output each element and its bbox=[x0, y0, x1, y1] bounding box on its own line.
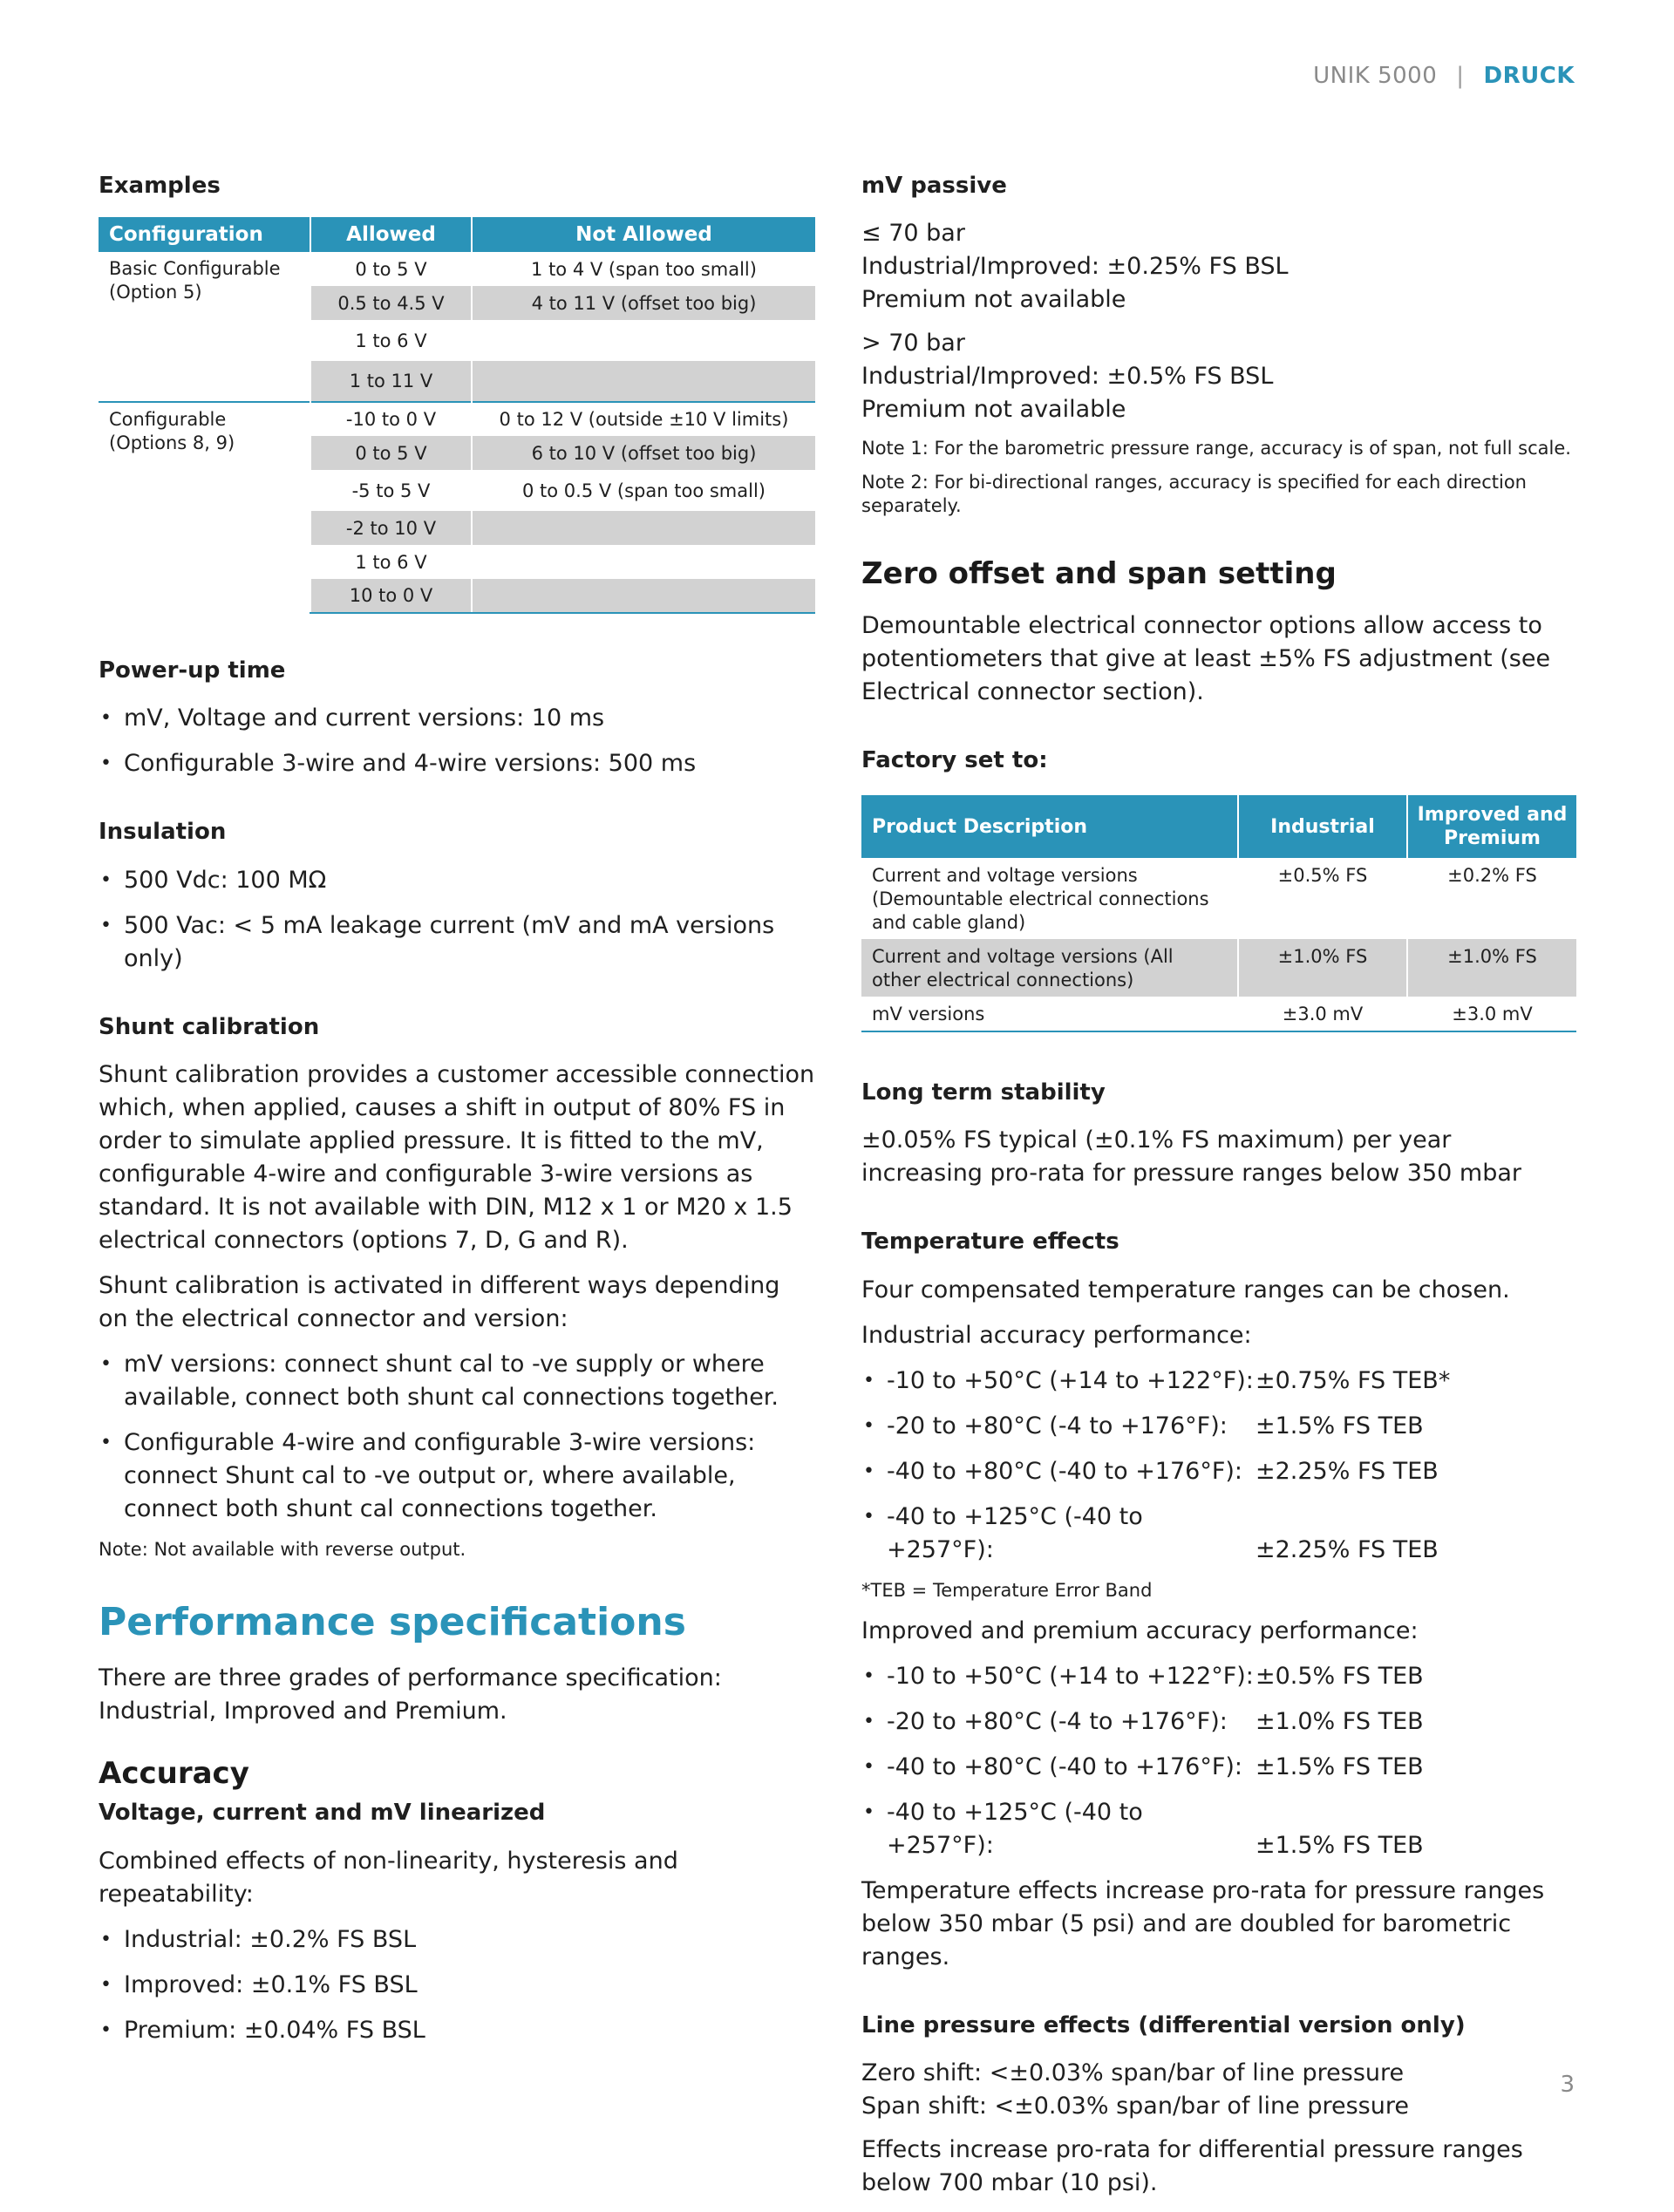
mv-passive-block bbox=[861, 217, 1576, 316]
list-item: • -10 to +50°C (+14 to +122°F):±0.5% FS TEB bbox=[861, 1660, 1576, 1693]
shunt-note: Note: Not available with reverse output. bbox=[99, 1538, 466, 1560]
list-item: • 500 Vac: < 5 mA leakage current (mV and mA versions only) bbox=[99, 909, 815, 976]
product-name: UNIK 5000 bbox=[1313, 63, 1438, 89]
shunt-title: Shunt calibration bbox=[99, 1013, 320, 1040]
list-item: • Configurable 4-wire and configurable 3-wire versions: connect Shunt cal to -ve output or, where available, connect both shunt cal connections together. bbox=[99, 1426, 815, 1526]
allowed-cell: 0.5 to 4.5 V bbox=[310, 286, 472, 320]
list-item: • -10 to +50°C (+14 to +122°F):±0.75% FS TEB* bbox=[861, 1365, 1576, 1398]
header-separator: | bbox=[1456, 63, 1465, 89]
not-allowed-cell: 0 to 12 V (outside ±10 V limits) bbox=[472, 402, 815, 436]
list-item: • mV, Voltage and current versions: 10 ms bbox=[99, 702, 815, 735]
text-line: Span shift: <±0.03% span/bar of line pressure bbox=[861, 2092, 1409, 2120]
page-number: 3 bbox=[1560, 2072, 1575, 2098]
table-row bbox=[99, 402, 815, 436]
table-header-row bbox=[99, 217, 815, 252]
line-pressure-text: Effects increase pro-rata for differential pressure ranges below 700 mbar (10 psi). bbox=[861, 2135, 1523, 2196]
list-item: • Improved: ±0.1% FS BSL bbox=[99, 1969, 815, 2002]
not-allowed-cell: 4 to 11 V (offset too big) bbox=[472, 286, 815, 320]
not-allowed-cell bbox=[472, 545, 815, 579]
temperature-footer: Temperature effects increase pro-rata for pressure ranges below 350 mbar (5 psi) and are doubled for barometric ranges. bbox=[861, 1876, 1545, 1970]
note: Note 2: For bi-directional ranges, accuracy is specified for each direction separately. bbox=[861, 472, 1527, 517]
powerup-list bbox=[99, 702, 815, 780]
config-cell: Basic Configurable (Option 5) bbox=[109, 258, 281, 303]
not-allowed-cell: 1 to 4 V (span too small) bbox=[472, 252, 815, 286]
not-allowed-cell bbox=[472, 511, 815, 545]
list-item: • -20 to +80°C (-4 to +176°F): ±1.5% FS TEB bbox=[861, 1410, 1576, 1443]
industrial-cell: ±0.5% FS bbox=[1238, 858, 1407, 939]
performance-title: Performance specifications bbox=[99, 1599, 686, 1644]
industrial-label: Industrial accuracy performance: bbox=[861, 1321, 1252, 1349]
shunt-list bbox=[99, 1348, 815, 1526]
column-header: Configuration bbox=[99, 217, 310, 252]
allowed-cell: -10 to 0 V bbox=[310, 402, 472, 436]
list-item: • -40 to +80°C (-40 to +176°F): ±2.25% FS TEB bbox=[861, 1455, 1576, 1488]
allowed-cell: 1 to 6 V bbox=[310, 320, 472, 361]
note: Note 1: For the barometric pressure range, accuracy is of span, not full scale. bbox=[861, 438, 1571, 459]
list-item: • Industrial: ±0.2% FS BSL bbox=[99, 1923, 815, 1957]
column-header: Improved and Premium bbox=[1407, 795, 1576, 858]
insulation-title: Insulation bbox=[99, 819, 227, 846]
temperature-title: Temperature effects bbox=[861, 1229, 1119, 1256]
allowed-cell: 0 to 5 V bbox=[310, 252, 472, 286]
allowed-cell: 1 to 11 V bbox=[310, 361, 472, 402]
brand-name: DRUCK bbox=[1483, 63, 1575, 89]
mv-passive-block bbox=[861, 327, 1576, 426]
not-allowed-cell bbox=[472, 361, 815, 402]
accuracy-intro: Combined effects of non-linearity, hysteresis and repeatability: bbox=[99, 1847, 678, 1908]
text-line: Premium not available bbox=[861, 396, 1126, 424]
table-row bbox=[99, 252, 815, 286]
left-column bbox=[99, 173, 815, 2059]
text-line: Industrial/Improved: ±0.5% FS BSL bbox=[861, 363, 1274, 391]
line-pressure-title: Line pressure effects (differential version only) bbox=[861, 2011, 1466, 2038]
shunt-paragraph: Shunt calibration is activated in different ways depending on the electrical connector and version: bbox=[99, 1271, 780, 1332]
improved-temp-list bbox=[861, 1660, 1576, 1862]
line-pressure-lines bbox=[861, 2057, 1576, 2123]
insulation-list bbox=[99, 864, 815, 976]
temperature-intro: Four compensated temperature ranges can be chosen. bbox=[861, 1276, 1510, 1303]
improved-cell: ±0.2% FS bbox=[1407, 858, 1576, 939]
list-item: • -40 to +125°C (-40 to +257°F): ±2.25% FS TEB bbox=[861, 1501, 1576, 1567]
examples-title: Examples bbox=[99, 173, 221, 199]
industrial-cell: ±3.0 mV bbox=[1238, 997, 1407, 1031]
factory-title: Factory set to: bbox=[861, 746, 1048, 773]
teb-note: *TEB = Temperature Error Band bbox=[861, 1579, 1153, 1601]
table-row bbox=[861, 939, 1576, 997]
not-allowed-cell: 0 to 0.5 V (span too small) bbox=[472, 470, 815, 511]
improved-cell: ±3.0 mV bbox=[1407, 997, 1576, 1031]
text-line: Zero shift: <±0.03% span/bar of line pressure bbox=[861, 2059, 1405, 2086]
not-allowed-cell: 6 to 10 V (offset too big) bbox=[472, 436, 815, 470]
not-allowed-cell bbox=[472, 579, 815, 613]
description-cell: Current and voltage versions (Demountable electrical connections and cable gland) bbox=[872, 865, 1209, 934]
column-header: Industrial bbox=[1238, 795, 1407, 858]
industrial-cell: ±1.0% FS bbox=[1238, 939, 1407, 997]
performance-intro: There are three grades of performance specification: Industrial, Improved and Premium. bbox=[99, 1664, 722, 1725]
stability-title: Long term stability bbox=[861, 1079, 1106, 1106]
description-cell: Current and voltage versions (All other electrical connections) bbox=[861, 939, 1238, 997]
list-item: • -40 to +80°C (-40 to +176°F): ±1.5% FS TEB bbox=[861, 1751, 1576, 1784]
allowed-cell: 0 to 5 V bbox=[310, 436, 472, 470]
column-header: Allowed bbox=[310, 217, 472, 252]
improved-label: Improved and premium accuracy performance: bbox=[861, 1616, 1419, 1644]
allowed-cell: 10 to 0 V bbox=[310, 579, 472, 613]
page-header bbox=[1313, 63, 1575, 89]
table-row bbox=[861, 997, 1576, 1031]
accuracy-title: Accuracy bbox=[99, 1755, 249, 1791]
list-item: • Premium: ±0.04% FS BSL bbox=[99, 2014, 815, 2047]
mv-passive-title: mV passive bbox=[861, 173, 1007, 199]
list-item: • mV versions: connect shunt cal to -ve supply or where available, connect both shunt cal connections together. bbox=[99, 1348, 815, 1414]
stability-text: ±0.05% FS typical (±0.1% FS maximum) per year increasing pro-rata for pressure ranges below 350 mbar bbox=[861, 1126, 1522, 1188]
allowed-cell: -5 to 5 V bbox=[310, 470, 472, 511]
not-allowed-cell bbox=[472, 320, 815, 361]
list-item: • -20 to +80°C (-4 to +176°F): ±1.0% FS TEB bbox=[861, 1705, 1576, 1739]
config-cell: Configurable (Options 8, 9) bbox=[99, 402, 310, 613]
factory-table bbox=[861, 795, 1576, 1032]
column-header: Not Allowed bbox=[472, 217, 815, 252]
list-item: • -40 to +125°C (-40 to +257°F): ±1.5% FS TEB bbox=[861, 1796, 1576, 1862]
table-row bbox=[861, 858, 1576, 939]
zero-offset-text: Demountable electrical connector options allow access to potentiometers that give at least ±5% FS adjustment (see Electrical connector section). bbox=[861, 611, 1551, 705]
list-item: • 500 Vdc: 100 MΩ bbox=[99, 864, 815, 897]
accuracy-list bbox=[99, 1923, 815, 2047]
accuracy-subtitle: Voltage, current and mV linearized bbox=[99, 1800, 546, 1827]
text-line: Premium not available bbox=[861, 286, 1126, 314]
text-line: > 70 bar bbox=[861, 330, 965, 357]
list-item: • Configurable 3-wire and 4-wire versions: 500 ms bbox=[99, 747, 815, 780]
text-line: Industrial/Improved: ±0.25% FS BSL bbox=[861, 253, 1289, 281]
industrial-temp-list bbox=[861, 1365, 1576, 1567]
text-line: ≤ 70 bar bbox=[861, 220, 965, 248]
zero-offset-title: Zero offset and span setting bbox=[861, 556, 1337, 592]
powerup-title: Power-up time bbox=[99, 657, 286, 684]
allowed-cell: 1 to 6 V bbox=[310, 545, 472, 579]
description-cell: mV versions bbox=[861, 997, 1238, 1031]
column-header: Product Description bbox=[861, 795, 1238, 858]
shunt-paragraph: Shunt calibration provides a customer accessible connection which, when applied, causes a shift in output of 80% FS in order to simulate applied pressure. It is fitted to the mV, configurable 4-wire and configurable 3-wire versions as standard. It is not available with DIN, M12 x 1 or M20 x 1.5 electrical connectors (options 7, D, G and R). bbox=[99, 1060, 815, 1254]
examples-table bbox=[99, 217, 815, 614]
right-column bbox=[861, 173, 1576, 2212]
table-header-row bbox=[861, 795, 1576, 858]
improved-cell: ±1.0% FS bbox=[1407, 939, 1576, 997]
allowed-cell: -2 to 10 V bbox=[310, 511, 472, 545]
